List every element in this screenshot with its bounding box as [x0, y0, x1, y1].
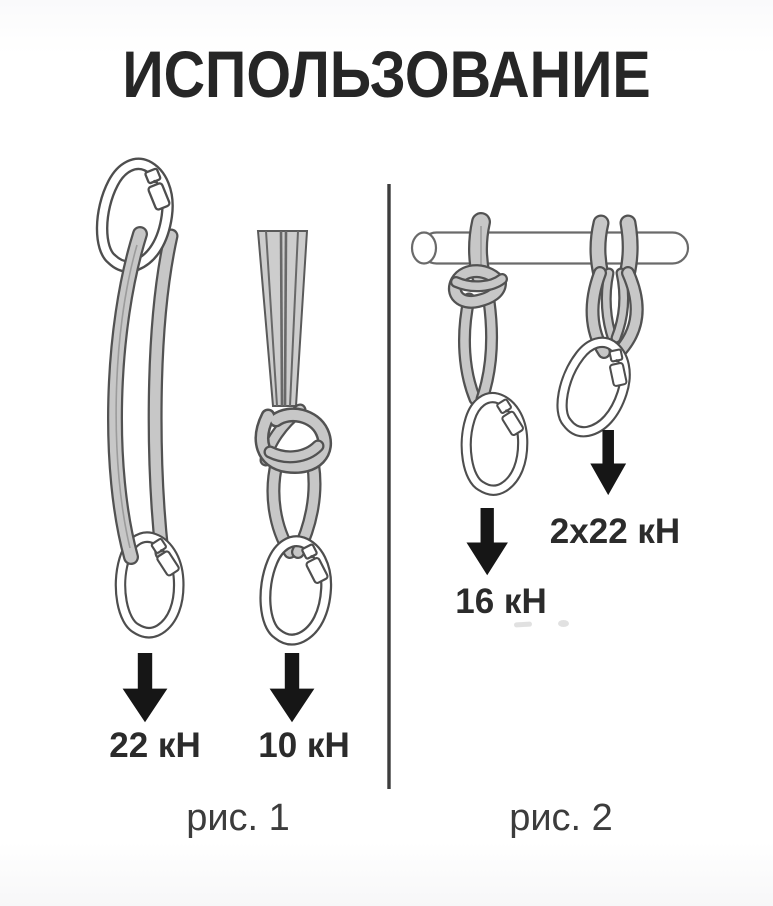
down-arrow-icon — [466, 508, 507, 575]
overhand-knot-icon — [262, 410, 325, 467]
down-arrow-icon — [590, 430, 626, 495]
down-arrow-icon — [123, 653, 168, 722]
down-arrow-icon — [270, 653, 315, 722]
figure-1-drawing — [96, 160, 330, 723]
carabiner-icon — [553, 335, 637, 441]
load-label-knotted-sling: 10 кН — [258, 726, 350, 765]
knotted-sling-icon — [258, 231, 325, 552]
print-smudge — [514, 622, 532, 628]
load-label-straight-sling: 22 кН — [109, 726, 201, 765]
carabiner-icon — [465, 397, 527, 492]
figure-1-caption: рис. 1 — [186, 797, 290, 839]
load-label-basket-hitch: 2x22 кН — [549, 512, 681, 551]
anchor-bar-icon — [412, 233, 688, 264]
straight-sling-icon — [155, 236, 171, 553]
load-label-girth-hitch: 16 кН — [455, 582, 547, 621]
straight-sling-icon — [115, 234, 140, 557]
figure-2-caption: рис. 2 — [509, 797, 613, 839]
print-smudge — [558, 620, 569, 627]
page-title: ИСПОЛЬЗОВАНИЕ — [122, 37, 651, 111]
